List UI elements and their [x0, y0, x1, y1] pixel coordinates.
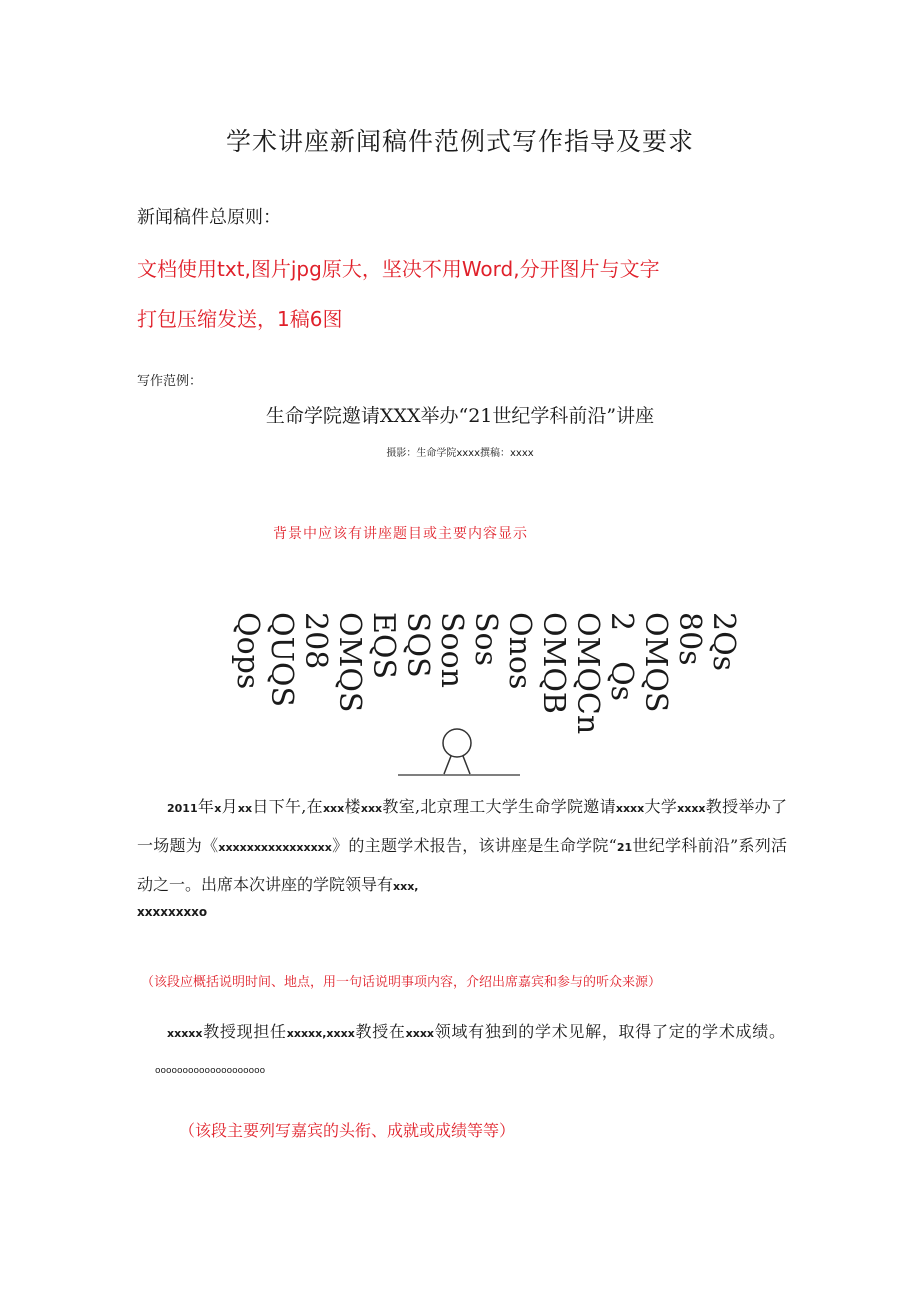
vertical-line: QUQS — [264, 612, 299, 708]
vertical-line: OMQS — [638, 612, 673, 713]
guidance-note-summary: （该段应概括说明时间、地点，用一句话说明事项内容，介绍出席嘉宾和参与的听众来源） — [141, 975, 662, 990]
vertical-line: OMQS — [332, 612, 367, 713]
example-headline: 生命学院邀请XXX举办“21世纪学科前沿”讲座 — [265, 405, 655, 427]
paragraph-event-summary-tail: xxxxxxxxo — [137, 905, 208, 919]
vertical-line: Sos — [468, 612, 503, 667]
vertical-line: Qops — [230, 612, 265, 690]
vertical-line: Onos — [502, 612, 537, 690]
vertical-line: 2 Qs — [604, 612, 639, 702]
vertical-line: SQS — [400, 612, 435, 678]
vertical-line: 208 — [298, 612, 333, 670]
principles-heading: 新闻稿件总原则： — [137, 207, 281, 228]
principle-rule-file-format: 文档使用txt,图片jpg原大，坚决不用Word,分开图片与文字 — [137, 257, 660, 281]
vertical-line: 2Qs — [706, 612, 741, 672]
podium-figure-icon — [396, 726, 524, 780]
vertical-line: OMQB — [536, 612, 571, 714]
paragraph-event-summary: 2011年x月xx日下午,在xxx楼xxx教室,北京理工大学生命学院邀请xxxx大学xxxx教授举办了一场题为《xxxxxxxxxxxxxxxx》的主题学术报告，该讲座是生命学院“21世纪学科前沿”系列活动之一。出席本次讲座的学院领导有xxx, — [137, 797, 787, 894]
guidance-note-guest: （该段主要列写嘉宾的头衔、成就或成绩等等） — [179, 1121, 516, 1140]
principle-rule-packaging: 打包压缩发送，1稿6图 — [137, 307, 343, 331]
example-label: 写作范例： — [137, 374, 203, 389]
vertical-line: Soon — [434, 612, 469, 688]
vertical-line: 80s — [672, 612, 707, 666]
vertical-line: EQS — [366, 612, 401, 680]
figure-head — [443, 729, 471, 757]
vertical-line: OMQCn — [570, 612, 605, 735]
background-note: 背景中应该有讲座题目或主要内容显示 — [273, 526, 528, 542]
paragraph-guest-profile: xxxxx教授现担任xxxxx,xxxx教授在xxxx领域有独到的学术见解，取得了定的学术成绩。oooooooooooooooooooo — [155, 1022, 785, 1076]
vertical-garbled-text — [230, 612, 741, 735]
document-title: 学术讲座新闻稿件范例式写作指导及要求 — [225, 127, 694, 156]
figure-right-leg — [463, 756, 470, 774]
example-credit: 摄影：生命学院xxxx撰稿：xxxx — [386, 448, 534, 459]
figure-left-leg — [444, 756, 451, 774]
